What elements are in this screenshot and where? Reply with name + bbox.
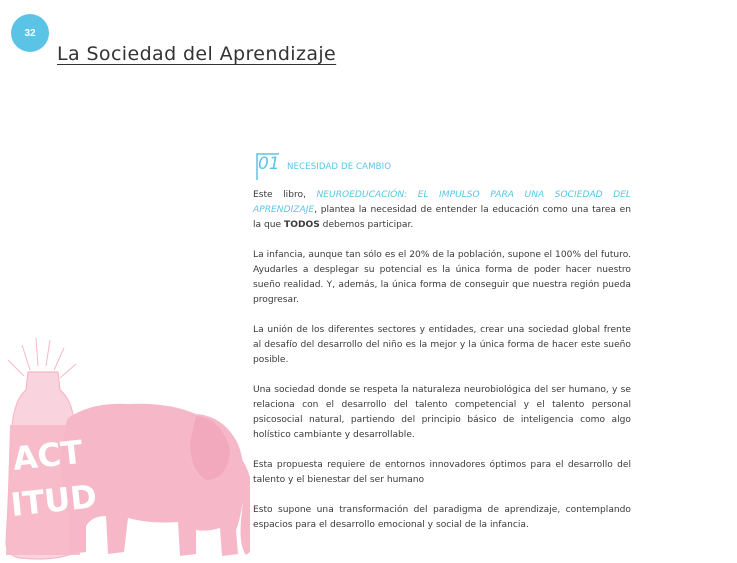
page-number: 32 <box>24 27 36 39</box>
page-title: La Sociedad del Aprendizaje <box>57 43 337 65</box>
emphasis-todos: TODOS <box>284 220 320 230</box>
elephant-bottle-illustration <box>0 330 250 563</box>
paragraph-4: Una sociedad donde se respeta la naturaleza neurobiológica del ser humano, y se relaciona con el desarrollo del talento competencial y el talento personal psicosocial natural, partiendo del principio básico de inteligencia como algo holístico cambiante y desarrollable. <box>253 385 631 440</box>
paragraph-1-mid: , plantea la necesidad de entender la educación como una tarea en la que <box>253 205 631 230</box>
section-number-marker <box>253 152 283 182</box>
page-number-badge <box>11 14 49 52</box>
main-content <box>253 150 631 533</box>
paragraph-6: Esto supone una transformación del paradigma de aprendizaje, contemplando espacios para el desarrollo emocional y social de la infancia. <box>253 505 631 530</box>
paragraph-1-end: debemos participar. <box>319 220 414 230</box>
section-label: NECESIDAD DE CAMBIO <box>287 161 392 172</box>
paragraph-1 <box>253 188 631 233</box>
section-header <box>253 150 631 184</box>
paragraph-1-start: Este libro, <box>253 190 317 200</box>
bottle-text-line-1: ACT <box>10 432 85 478</box>
section-number: 01 <box>258 154 280 174</box>
book-title: NEUROEDUCACIÓN: EL IMPULSO PARA UNA SOCIEDAD DEL APRENDIZAJE <box>253 190 631 215</box>
bottle-text-line-2: ITUD <box>8 477 99 524</box>
paragraph-2: La infancia, aunque tan sólo es el 20% de la población, supone el 100% del futuro. Ayudarles a desplegar su potencial es la única forma de poder hacer nuestro sueño realidad. Y, además, la única forma de conseguir que nuestra región pueda progresar. <box>253 250 631 305</box>
paragraph-3: La unión de los diferentes sectores y entidades, crear una sociedad global frente al desafío del desarrollo del niño es la mejor y la única forma de hacer este sueño posible. <box>253 325 631 365</box>
paragraph-5: Esta propuesta requiere de entornos innovadores óptimos para el desarrollo del talento y el bienestar del ser humano <box>253 460 631 485</box>
